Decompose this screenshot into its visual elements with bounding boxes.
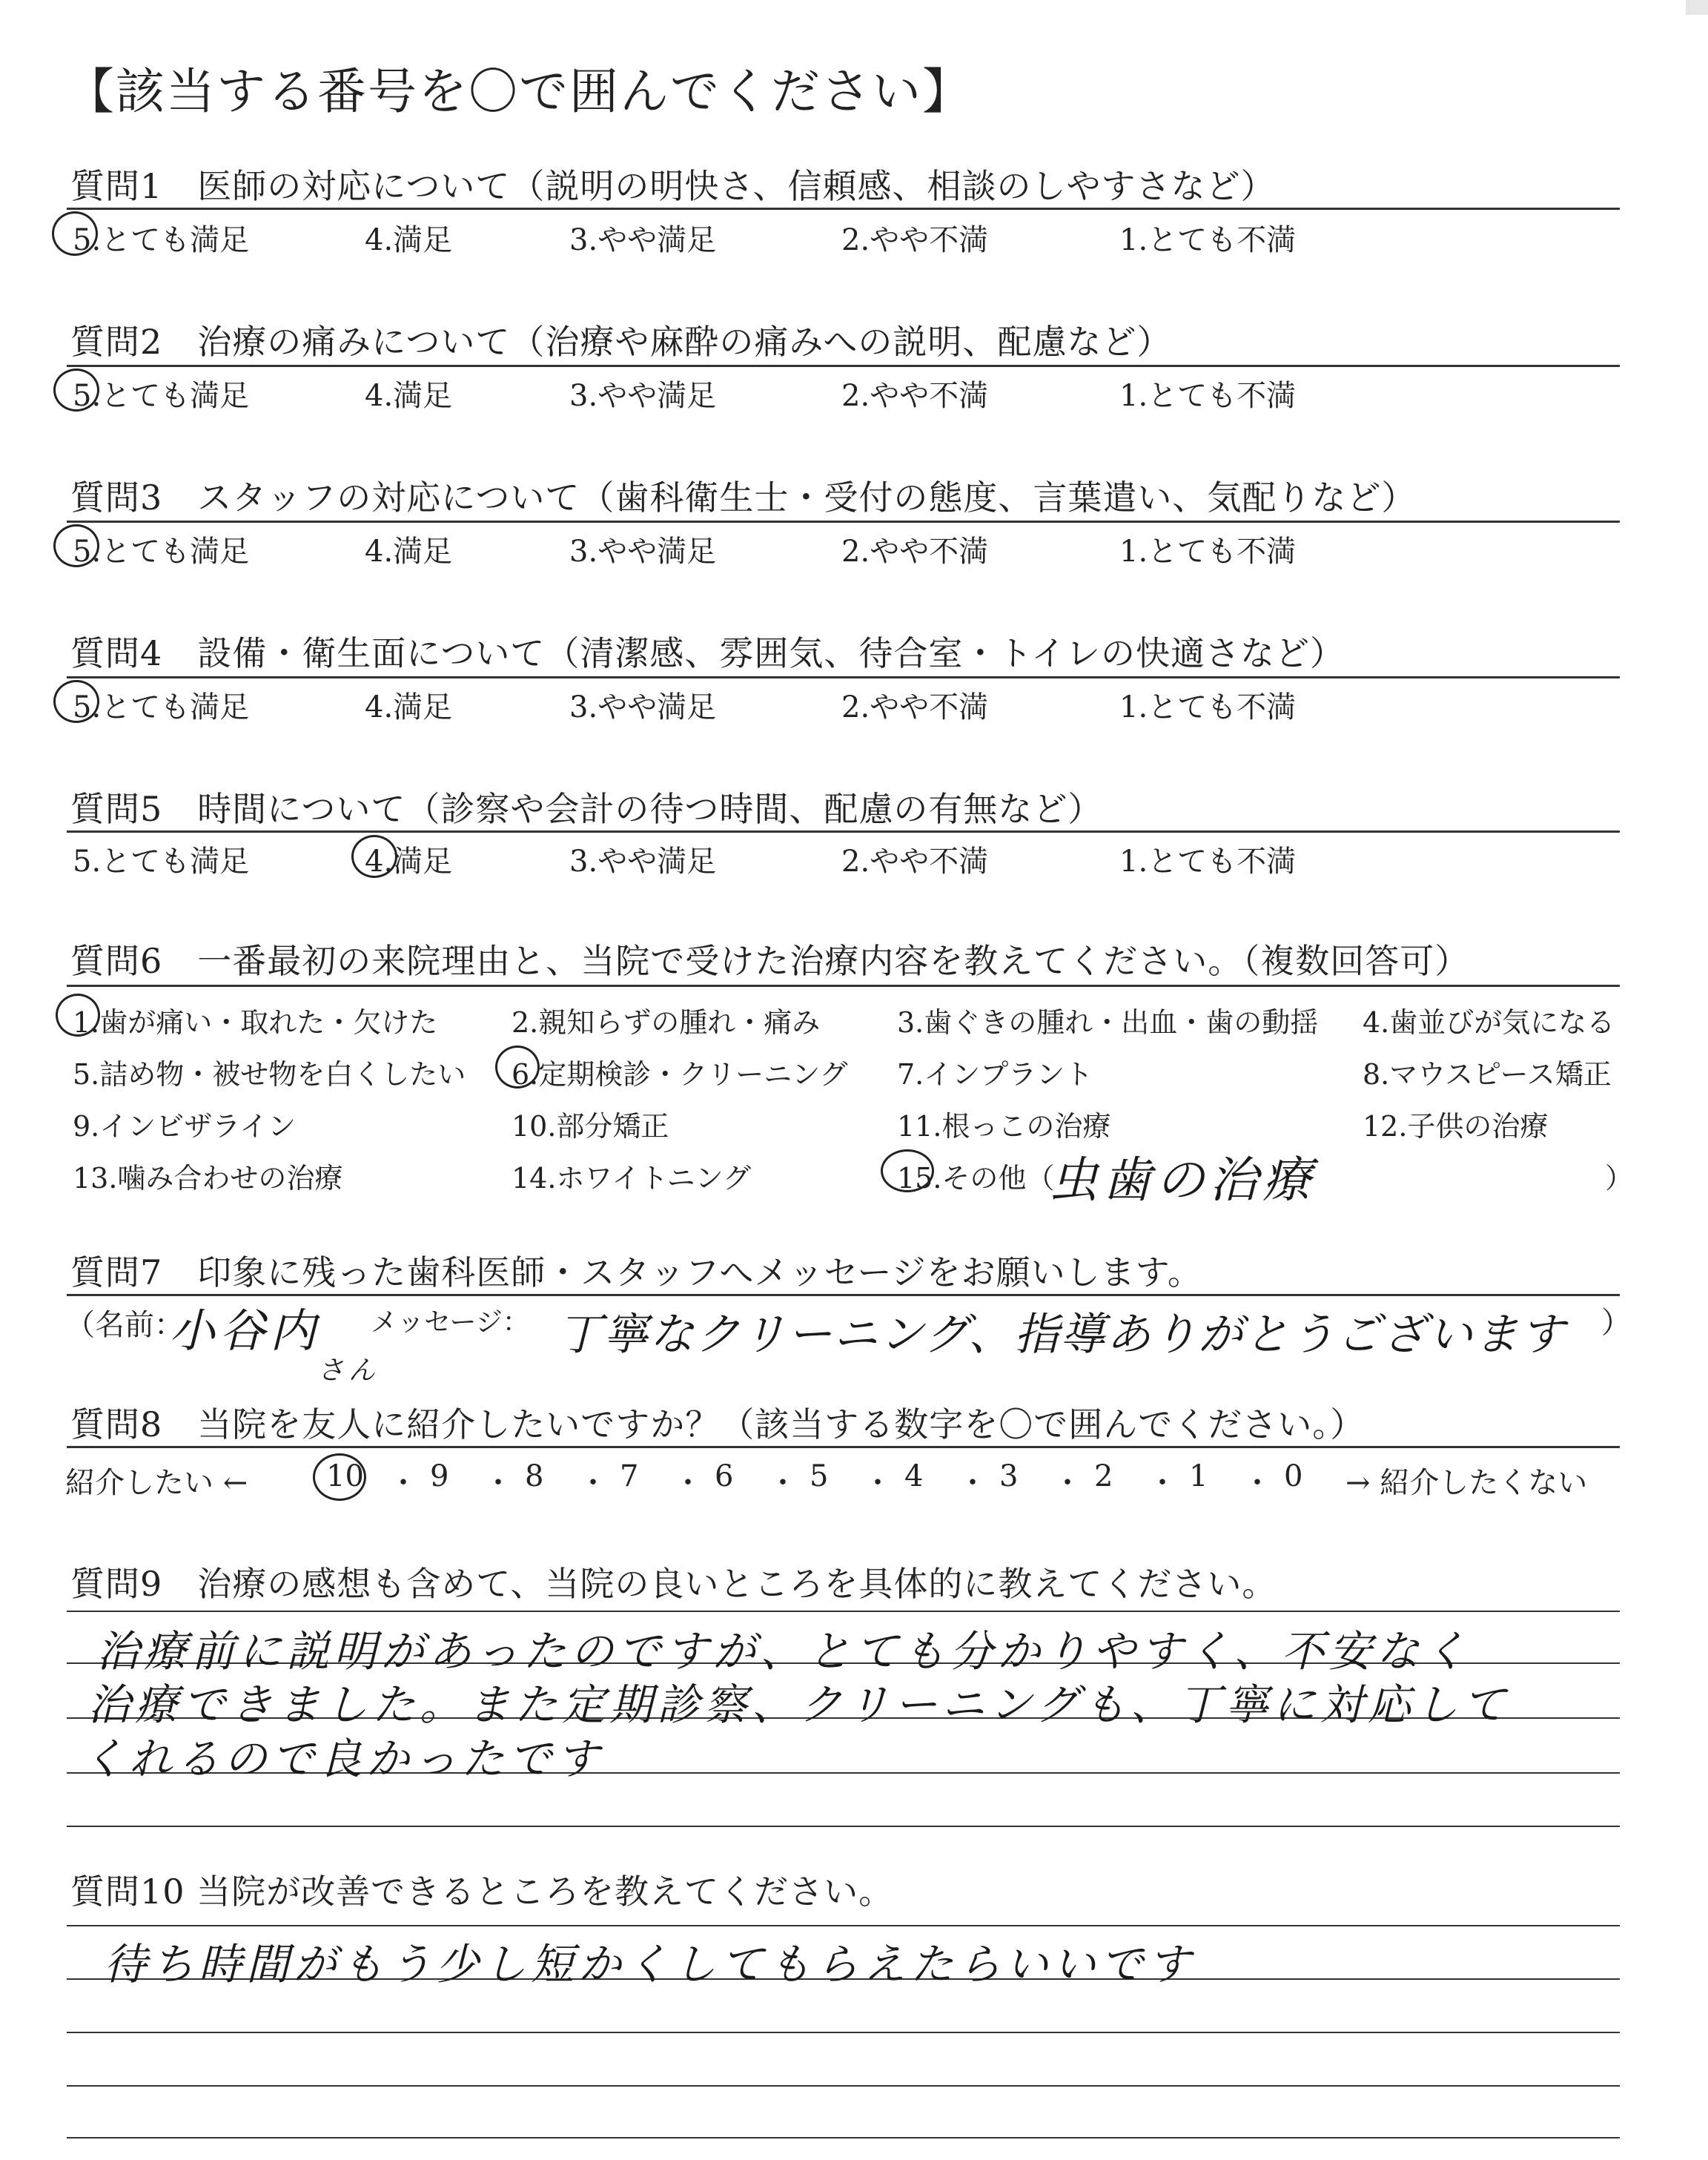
q10-line-2 <box>67 2032 1620 2033</box>
q3-option-3[interactable]: 3.やや満足 <box>569 535 717 569</box>
q6-rule <box>67 985 1620 987</box>
q7-name-value[interactable]: 小谷内 <box>169 1304 321 1358</box>
q6-option-11[interactable]: 11.根っこの治療 <box>897 1110 1111 1143</box>
q8-scale-8[interactable]: 8 <box>525 1459 544 1493</box>
q10-label: 質問10 当院が改善できるところを教えてください。 <box>70 1872 894 1912</box>
q8-scale-10[interactable]: 10 <box>326 1459 364 1493</box>
q8-scale-separator: ・ <box>863 1466 893 1500</box>
q6-label: 質問6 一番最初の来院理由と、当院で受けた治療内容を教えてください。（複数回答可） <box>70 941 1470 981</box>
q5-option-3[interactable]: 3.やや満足 <box>569 845 717 879</box>
q1-option-2[interactable]: 2.やや不満 <box>841 223 989 257</box>
q8-scale-4[interactable]: 4 <box>904 1459 924 1493</box>
q2-selection-circle <box>53 369 99 412</box>
q8-scale-separator: ・ <box>1242 1466 1272 1500</box>
q8-scale-0[interactable]: 0 <box>1284 1459 1303 1493</box>
q3-option-4[interactable]: 4.満足 <box>365 535 453 569</box>
q6-other-text[interactable]: 虫歯の治療 <box>1049 1152 1316 1209</box>
q6-option-15[interactable]: 15.その他（ <box>897 1162 1055 1195</box>
q9-answer-line-3[interactable]: くれるので良かったです <box>82 1734 604 1784</box>
q4-option-4[interactable]: 4.満足 <box>365 690 453 724</box>
q6-option-13[interactable]: 13.噛み合わせの治療 <box>73 1162 343 1195</box>
q8-scale-3[interactable]: 3 <box>999 1459 1019 1493</box>
q5-option-4[interactable]: 4.満足 <box>365 845 453 879</box>
q8-scale-2[interactable]: 2 <box>1094 1459 1113 1493</box>
q7-message-label: メッセージ： <box>371 1307 529 1338</box>
q4-option-2[interactable]: 2.やや不満 <box>841 690 989 724</box>
q4-rule <box>67 676 1620 678</box>
q5-option-5[interactable]: 5.とても満足 <box>73 845 250 879</box>
q8-scale-separator: ・ <box>483 1466 513 1500</box>
q1-option-4[interactable]: 4.満足 <box>365 223 453 257</box>
q5-label: 質問5 時間について（診察や会計の待つ時間、配慮の有無など） <box>70 789 1103 829</box>
q1-rule <box>67 208 1620 210</box>
q6-option-6[interactable]: 6.定期検診・クリーニング <box>512 1058 848 1091</box>
q6-option-3[interactable]: 3.歯ぐきの腫れ・出血・歯の動揺 <box>897 1006 1319 1039</box>
q1-selection-circle <box>52 211 98 256</box>
q6-option-4[interactable]: 4.歯並びが気になる <box>1363 1006 1615 1039</box>
q9-answer-line-1[interactable]: 治療前に説明があったのですが、とても分かりやすく、不安なく <box>96 1626 1472 1677</box>
q2-rule <box>67 365 1620 367</box>
q3-rule <box>67 521 1620 523</box>
q6-other-close: ） <box>1605 1162 1634 1195</box>
q2-option-3[interactable]: 3.やや満足 <box>569 379 717 413</box>
q4-option-1[interactable]: 1.とても不満 <box>1119 690 1297 724</box>
q6-option-1[interactable]: 1.歯が痛い・取れた・欠けた <box>73 1006 438 1039</box>
q5-option-2[interactable]: 2.やや不満 <box>841 845 989 879</box>
q6-option-12[interactable]: 12.子供の治療 <box>1363 1110 1549 1143</box>
q6-option-2[interactable]: 2.親知らずの腫れ・痛み <box>512 1006 821 1039</box>
q3-selection-circle <box>53 524 99 567</box>
q4-option-3[interactable]: 3.やや満足 <box>569 690 717 724</box>
q6-option-10[interactable]: 10.部分矯正 <box>512 1110 669 1143</box>
q4-option-5[interactable]: 5.とても満足 <box>73 690 250 724</box>
q6-option-8[interactable]: 8.マウスピース矯正 <box>1363 1058 1612 1091</box>
q8-rule <box>67 1446 1620 1448</box>
q6-selection-circle-1 <box>56 994 100 1037</box>
q6-selection-circle-15 <box>881 1149 934 1192</box>
q3-label: 質問3 スタッフの対応について（歯科衛生士・受付の態度、言葉遣い、気配りなど） <box>70 478 1417 518</box>
q5-selection-circle <box>351 835 397 878</box>
q8-left-label: 紹介したい ← <box>65 1466 248 1500</box>
q6-option-9[interactable]: 9.インビザライン <box>73 1110 297 1143</box>
q1-option-3[interactable]: 3.やや満足 <box>569 223 717 257</box>
q2-option-2[interactable]: 2.やや不満 <box>841 379 989 413</box>
q4-label: 質問4 設備・衛生面について（清潔感、雰囲気、待合室・トイレの快適さなど） <box>70 633 1345 673</box>
q8-scale-6[interactable]: 6 <box>715 1459 734 1493</box>
scan-corner <box>1686 0 1708 15</box>
q2-option-1[interactable]: 1.とても不満 <box>1119 379 1297 413</box>
q10-answer-line-1[interactable]: 待ち時間がもう少し短かくしてもらえたらいいです <box>104 1939 1196 1989</box>
q8-scale-separator: ・ <box>388 1466 418 1500</box>
q8-label: 質問8 当院を友人に紹介したいですか？（該当する数字を〇で囲んでください。） <box>70 1404 1366 1444</box>
q3-option-1[interactable]: 1.とても不満 <box>1119 535 1297 569</box>
q9-answer-line-2[interactable]: 治療できました。また定期診察、クリーニングも、丁寧に対応して <box>87 1680 1510 1730</box>
q8-right-label: → 紹介したくない <box>1345 1466 1588 1500</box>
q8-scale-1[interactable]: 1 <box>1189 1459 1208 1493</box>
q9-line-0 <box>67 1611 1620 1612</box>
q1-label: 質問1 医師の対応について（説明の明快さ、信頼感、相談のしやすさなど） <box>70 166 1276 206</box>
q7-close: ） <box>1601 1306 1631 1340</box>
q3-option-2[interactable]: 2.やや不満 <box>841 535 989 569</box>
q8-scale-5[interactable]: 5 <box>810 1459 829 1493</box>
q7-name-suffix: さん <box>317 1355 380 1386</box>
q10-line-3 <box>67 2085 1620 2087</box>
q6-selection-circle-6 <box>495 1046 540 1089</box>
q2-option-5[interactable]: 5.とても満足 <box>73 379 250 413</box>
q9-label: 質問9 治療の感想も含めて、当院の良いところを具体的に教えてください。 <box>70 1564 1277 1604</box>
q8-scale-separator: ・ <box>1053 1466 1082 1500</box>
q1-option-1[interactable]: 1.とても不満 <box>1119 223 1297 257</box>
q2-option-4[interactable]: 4.満足 <box>365 379 453 413</box>
q8-scale-separator: ・ <box>768 1466 798 1500</box>
q8-scale-separator: ・ <box>673 1466 703 1500</box>
q7-label: 質問7 印象に残った歯科医師・スタッフへメッセージをお願いします。 <box>70 1252 1202 1292</box>
q8-scale-separator: ・ <box>958 1466 987 1500</box>
q8-selection-circle <box>313 1453 366 1501</box>
q8-scale-7[interactable]: 7 <box>620 1459 639 1493</box>
q3-option-5[interactable]: 5.とても満足 <box>73 535 250 569</box>
q9-line-4 <box>67 1826 1620 1827</box>
q4-selection-circle <box>53 680 99 723</box>
q10-line-4 <box>67 2137 1620 2138</box>
q6-option-5[interactable]: 5.詰め物・被せ物を白くしたい <box>73 1058 466 1091</box>
q5-option-1[interactable]: 1.とても不満 <box>1119 845 1297 879</box>
q10-line-0 <box>67 1925 1620 1926</box>
q7-message-value[interactable]: 丁寧なクリーニング、指導ありがとうございます <box>557 1309 1566 1361</box>
q2-label: 質問2 治療の痛みについて（治療や麻酔の痛みへの説明、配慮など） <box>70 322 1172 362</box>
q8-scale-separator: ・ <box>578 1466 608 1500</box>
q8-scale-9[interactable]: 9 <box>430 1459 449 1493</box>
q6-option-14[interactable]: 14.ホワイトニング <box>512 1162 752 1195</box>
q7-name-label: （名前： <box>65 1308 184 1342</box>
q8-scale-separator: ・ <box>1148 1466 1177 1500</box>
q6-option-7[interactable]: 7.インプラント <box>897 1058 1093 1091</box>
q1-option-5[interactable]: 5.とても満足 <box>73 223 250 257</box>
page-title: 【該当する番号を〇で囲んでください】 <box>65 63 973 120</box>
q5-rule <box>67 830 1620 833</box>
